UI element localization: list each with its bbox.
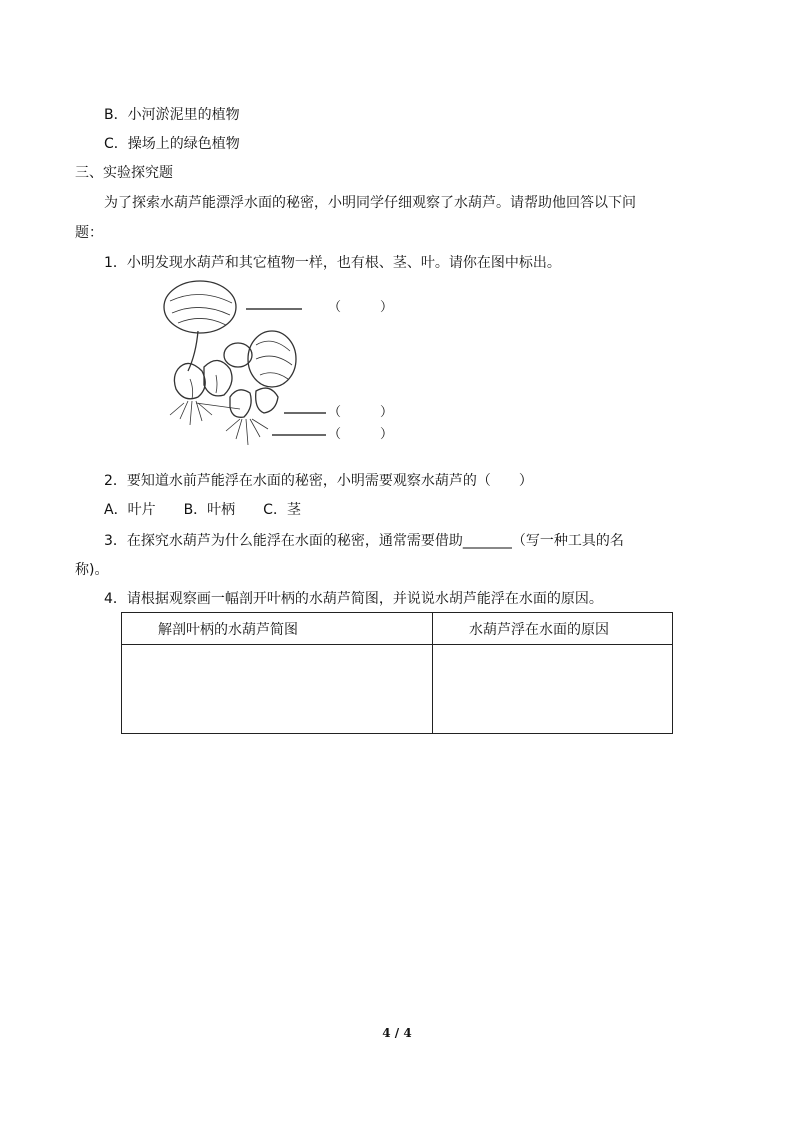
page-number: 4 / 4 [382, 1026, 412, 1040]
question-2: 2．要知道水前芦能浮在水面的秘密，小明需要观察水葫芦的（ ） [104, 473, 533, 489]
diagram-answer-cell[interactable] [122, 645, 433, 734]
table-header-diagram: 解剖叶柄的水葫芦简图 [122, 613, 433, 645]
question-1: 1．小明发现水葫芦和其它植物一样，也有根、茎、叶。请你在图中标出。 [104, 255, 561, 271]
option-b: B．小河淤泥里的植物 [104, 107, 240, 123]
answer-table [121, 612, 673, 734]
label-bracket-root: （ ） [328, 427, 394, 442]
intro-line-2: 题： [75, 225, 103, 241]
option-c: C．操场上的绿色植物 [104, 136, 240, 152]
section-heading: 三、实验探究题 [75, 165, 173, 181]
question-3-line-1: 3．在探究水葫芦为什么能浮在水面的秘密，通常需要借助_______（写一种工具的名 [104, 533, 624, 549]
question-2-options: A．叶片 B．叶柄 C．茎 [104, 502, 301, 518]
question-3-line-2: 称)。 [75, 562, 109, 578]
label-bracket-stem: （ ） [328, 405, 394, 420]
intro-line-1: 为了探索水葫芦能漂浮水面的秘密，小明同学仔细观察了水葫芦。请帮助他回答以下问 [104, 195, 636, 211]
label-bracket-leaf: （ ） [328, 300, 394, 315]
reason-answer-cell[interactable] [433, 645, 673, 734]
table-header-reason: 水葫芦浮在水面的原因 [433, 613, 673, 645]
question-4: 4．请根据观察画一幅剖开叶柄的水葫芦简图，并说说水胡芦能浮在水面的原因。 [104, 591, 603, 607]
